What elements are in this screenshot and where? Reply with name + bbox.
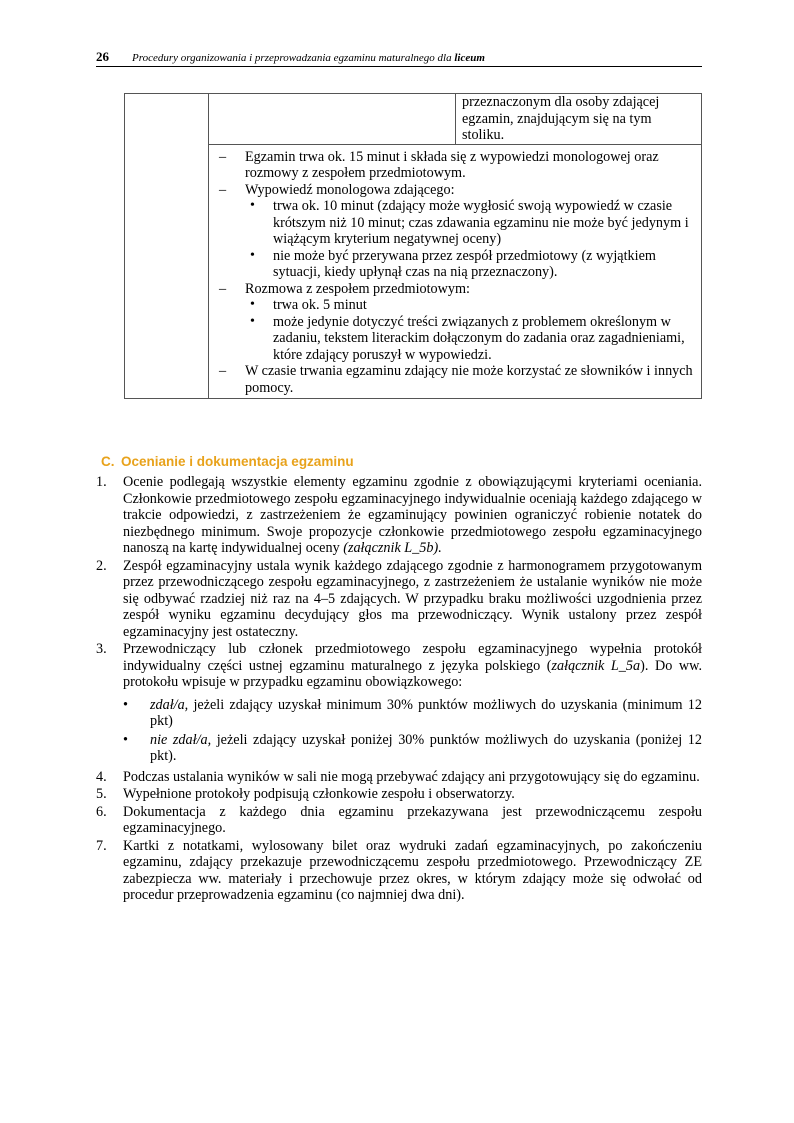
item-text: Przewodniczący lub członek przedmiotowego zespołu egzaminacyjnego wypełnia protokół indywidualny części ustnej egzaminu maturalnego z języka polskiego ( — [123, 641, 702, 674]
bullet-item — [123, 697, 702, 730]
rule-subitem: • nie może być przerywana przez zespół przedmiotowy (z wyjątkiem sytuacji, kiedy upłynął czas na nią przeznaczony). — [219, 248, 695, 281]
item-number: 2. — [96, 557, 107, 574]
list-item — [96, 786, 702, 803]
bullet-text: jeżeli zdający uzyskał poniżej 30% punktów możliwych do uzyskania (poniżej 12 pkt). — [150, 731, 702, 764]
table-cell-empty — [209, 94, 456, 145]
item-number: 6. — [96, 803, 107, 820]
list-item — [96, 804, 702, 837]
section-heading — [96, 454, 354, 471]
item-text: Ocenie podlegają wszystkie elementy egzaminu zgodnie z obowiązującymi kryteriami oceniania. Członkowie przedmiotowego zespołu egzaminacyjnego indywidualnie oceniają każdego zdającego w trakcie odpowiedzi, z zastrzeżeniem że egzaminujący powinien ograniczyć robienie notatek do niezbędnego minimum. Swoje propozycje członkowie przedmiotowego zespołu egzaminacyjnego nanoszą na kartę indywidualnej oceny — [123, 474, 702, 556]
rule-subitem: • trwa ok. 10 minut (zdający może wygłosić swoją wypowiedź w czasie krótszym niż 10 minut; czas zdawania egzaminu nie może być jedynym i wiążącym kryterium negatywnej oceny) — [219, 198, 695, 248]
bullet-italic: nie zdał/a, — [150, 731, 212, 748]
item-number: 4. — [96, 768, 107, 785]
bullet-text: jeżeli zdający uzyskał minimum 30% punktów możliwych do uzyskania (minimum 12 pkt) — [150, 696, 702, 729]
item-text: Wypełnione protokoły podpisują członkowie zespołu i obserwatorzy. — [123, 786, 515, 802]
rule-item: – Wypowiedź monologowa zdającego: — [219, 182, 695, 199]
table-row — [125, 94, 702, 145]
section-letter: C. — [101, 454, 115, 469]
item-number: 1. — [96, 474, 107, 490]
rule-subitem: • trwa ok. 5 minut — [219, 297, 695, 314]
cell-line: stoliku. — [462, 127, 505, 143]
cell-line: egzamin, znajdującym się na tym — [462, 110, 652, 127]
page-number: 26 — [96, 49, 109, 64]
list-item — [96, 474, 702, 557]
running-title-bold: liceum — [454, 52, 485, 64]
item-text: Dokumentacja z każdego dnia egzaminu przekazywana jest przewodniczącemu zespołu egzaminacyjnego. — [123, 803, 702, 836]
running-title: Procedury organizowania i przeprowadzania egzaminu maturalnego dla liceum — [132, 52, 485, 64]
item-number: 5. — [96, 786, 107, 802]
rule-item: – Rozmowa z zespołem przedmiotowym: — [219, 281, 695, 298]
page-header — [96, 49, 702, 67]
list-item — [96, 558, 702, 641]
item-text: Kartki z notatkami, wylosowany bilet oraz wydruki zadań egzaminacyjnych, po zakończeniu egzaminu, zdający przekazuje przewodniczącemu zespołu przedmiotowego. Przewodniczący ZE zabezpiecza ww. materiały i przechowuje przez okres, w którym zdający może się odwołać od procedur przeprowadzenia egzaminu (co najmniej dwa dni). — [123, 837, 702, 903]
procedure-table — [124, 93, 702, 399]
item-italic: załącznik L_5a — [551, 657, 641, 674]
item-text: Zespół egzaminacyjny ustala wynik każdego zdającego zgodnie z harmonogramem przygotowanym przez przewodniczącego zespołu egzaminacyjnego, z zastrzeżeniem że ustalanie wyników nie może się odbywać rzadziej niż raz na 4–5 zdających. W przypadku braku możliwości uzgodnienia przez zespół wyniku egzaminu decydujący głos ma przewodniczący. Wynik ustalony przez zespół egzaminacyjny jest ostateczny. — [123, 557, 702, 640]
item-number: 3. — [96, 641, 107, 657]
item-italic: (załącznik L_5b). — [343, 540, 442, 556]
rule-subitem: • może jedynie dotyczyć treści związanych z problemem określonym w zadaniu, tekstem literackim dołączonym do zadania oraz zagadnieniami, które zdający poruszył w wypowiedzi. — [219, 314, 695, 364]
list-item — [96, 838, 702, 904]
section-title-text: Ocenianie i dokumentacja egzaminu — [121, 454, 354, 469]
item-number: 7. — [96, 837, 107, 854]
table-cell-rules — [209, 144, 702, 399]
table-cell-text — [456, 94, 702, 145]
list-item — [96, 769, 702, 786]
list-item — [96, 641, 702, 765]
bullet-italic: zdał/a, — [150, 696, 189, 713]
item-text-after: ). Do ww. protokołu wpisuje w przypadku egzaminu obowiązkowego: — [123, 657, 702, 690]
table-row — [125, 144, 702, 399]
rule-item: – W czasie trwania egzaminu zdający nie może korzystać ze słowników i innych pomocy. — [219, 363, 695, 396]
table-cell-empty — [125, 94, 209, 399]
item-text: Podczas ustalania wyników w sali nie mogą przebywać zdający ani przygotowujący się do egzaminu. — [123, 768, 700, 785]
numbered-list — [96, 474, 702, 905]
rule-item: – Egzamin trwa ok. 15 minut i składa się z wypowiedzi monologowej oraz rozmowy z zespołem przedmiotowym. — [219, 149, 695, 182]
bullet-item — [123, 732, 702, 765]
cell-line: przeznaczonym dla osoby zdającej — [462, 94, 660, 110]
bullet-list — [123, 697, 702, 765]
